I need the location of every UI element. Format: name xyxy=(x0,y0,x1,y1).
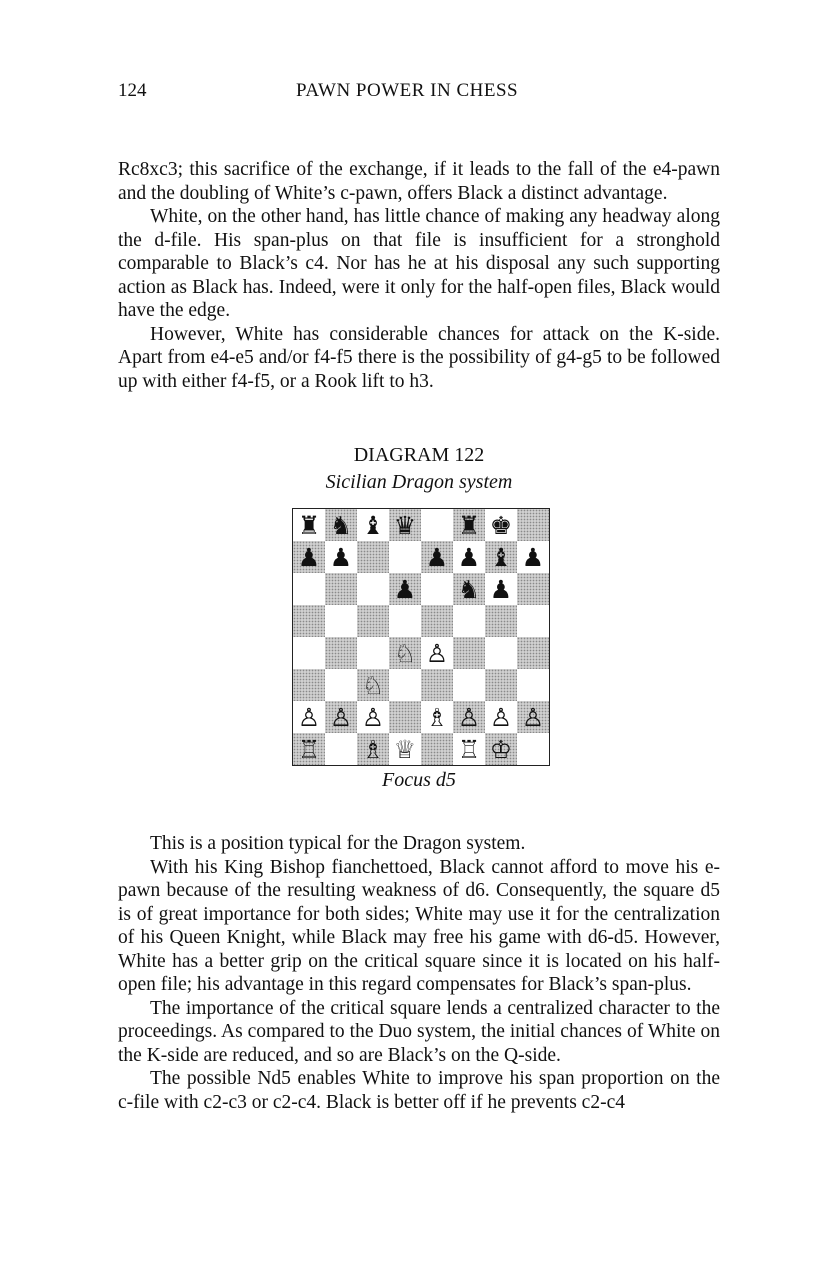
chess-piece: ♕ xyxy=(393,734,417,764)
square-h6 xyxy=(517,573,549,605)
chess-piece: ♟ xyxy=(521,542,545,572)
square-b7 xyxy=(325,541,357,573)
chess-piece: ♘ xyxy=(361,670,385,700)
square-g3 xyxy=(485,669,517,701)
square-a1 xyxy=(293,733,325,765)
paragraph: The importance of the critical square lends a centralized character to the proceedings. As compared to the Duo system, the initial chances of White on the K-side are reduced, and so are Black’s on the Q-side. xyxy=(118,997,720,1066)
diagram-subtitle: Sicilian Dragon system xyxy=(325,471,513,493)
square-c3 xyxy=(357,669,389,701)
square-d2 xyxy=(389,701,421,733)
square-d4 xyxy=(389,637,421,669)
chess-piece: ♞ xyxy=(329,510,353,540)
square-h8 xyxy=(517,509,549,541)
chess-piece: ♟ xyxy=(297,542,321,572)
square-f8 xyxy=(453,509,485,541)
square-a4 xyxy=(293,637,325,669)
body-text-bottom xyxy=(118,832,720,1114)
chess-piece: ♝ xyxy=(361,510,385,540)
chess-piece: ♙ xyxy=(297,702,321,732)
square-e8 xyxy=(421,509,453,541)
square-d5 xyxy=(389,605,421,637)
square-c6 xyxy=(357,573,389,605)
square-e6 xyxy=(421,573,453,605)
square-e4 xyxy=(421,637,453,669)
chess-piece: ♛ xyxy=(393,510,417,540)
square-c1 xyxy=(357,733,389,765)
square-d8 xyxy=(389,509,421,541)
chess-piece: ♜ xyxy=(297,510,321,540)
square-b2 xyxy=(325,701,357,733)
chess-piece: ♔ xyxy=(489,734,513,764)
square-f5 xyxy=(453,605,485,637)
chess-piece: ♙ xyxy=(329,702,353,732)
square-c8 xyxy=(357,509,389,541)
square-a8 xyxy=(293,509,325,541)
square-g7 xyxy=(485,541,517,573)
square-g4 xyxy=(485,637,517,669)
square-f3 xyxy=(453,669,485,701)
square-a3 xyxy=(293,669,325,701)
running-title: PAWN POWER IN CHESS xyxy=(296,80,519,101)
square-b3 xyxy=(325,669,357,701)
square-c4 xyxy=(357,637,389,669)
chess-piece: ♟ xyxy=(425,542,449,572)
chess-piece: ♜ xyxy=(457,510,481,540)
chess-piece: ♚ xyxy=(489,510,513,540)
chess-piece: ♟ xyxy=(393,574,417,604)
square-d6 xyxy=(389,573,421,605)
square-b1 xyxy=(325,733,357,765)
square-f6 xyxy=(453,573,485,605)
square-g2 xyxy=(485,701,517,733)
square-g8 xyxy=(485,509,517,541)
square-h4 xyxy=(517,637,549,669)
square-h3 xyxy=(517,669,549,701)
diagram-caption: Focus d5 xyxy=(382,769,456,791)
square-c7 xyxy=(357,541,389,573)
square-g1 xyxy=(485,733,517,765)
chess-piece: ♖ xyxy=(297,734,321,764)
square-e5 xyxy=(421,605,453,637)
square-e3 xyxy=(421,669,453,701)
diagram-title: DIAGRAM 122 xyxy=(353,444,485,466)
square-c2 xyxy=(357,701,389,733)
square-a2 xyxy=(293,701,325,733)
square-d3 xyxy=(389,669,421,701)
paragraph: Rc8xc3; this sacrifice of the exchange, if it leads to the fall of the e4-pawn and the doubling of White’s c-pawn, offers Black a distinct advantage. xyxy=(118,159,720,204)
chess-piece: ♙ xyxy=(457,702,481,732)
chess-piece: ♟ xyxy=(457,542,481,572)
square-g6 xyxy=(485,573,517,605)
square-a5 xyxy=(293,605,325,637)
chess-piece: ♙ xyxy=(361,702,385,732)
square-h7 xyxy=(517,541,549,573)
square-a6 xyxy=(293,573,325,605)
paragraph: However, White has considerable chances for attack on the K-side. Apart from e4-e5 and/or f4-f5 there is the possibility of g4-g5 to be followed up with either f4-f5, or a Rook lift to h3. xyxy=(118,323,720,392)
page-number: 124 xyxy=(118,80,147,101)
square-e7 xyxy=(421,541,453,573)
square-h1 xyxy=(517,733,549,765)
chess-piece: ♙ xyxy=(425,638,449,668)
paragraph: This is a position typical for the Dragon system. xyxy=(150,833,526,854)
square-b6 xyxy=(325,573,357,605)
paragraph: The possible Nd5 enables White to improve his span proportion on the c-file with c2-c3 or c2-c4. Black is better off if he prevents c2-c4 xyxy=(118,1068,720,1113)
square-b8 xyxy=(325,509,357,541)
square-f1 xyxy=(453,733,485,765)
square-a7 xyxy=(293,541,325,573)
chess-piece: ♟ xyxy=(489,574,513,604)
square-h5 xyxy=(517,605,549,637)
square-e2 xyxy=(421,701,453,733)
square-d1 xyxy=(389,733,421,765)
square-b5 xyxy=(325,605,357,637)
body-text-top xyxy=(118,158,720,393)
chess-board xyxy=(292,508,550,766)
square-c5 xyxy=(357,605,389,637)
chess-piece: ♘ xyxy=(393,638,417,668)
chess-piece: ♙ xyxy=(521,702,545,732)
square-d7 xyxy=(389,541,421,573)
square-f2 xyxy=(453,701,485,733)
paragraph: White, on the other hand, has little chance of making any headway along the d-file. His span-plus on that file is insufficient for a stronghold comparable to Black’s c4. Nor has he at his disposal any such supporting action as Black has. Indeed, were it only for the half-open files, Black would have the edge. xyxy=(118,206,720,321)
chess-piece: ♙ xyxy=(489,702,513,732)
chess-piece: ♗ xyxy=(361,734,385,764)
square-g5 xyxy=(485,605,517,637)
paragraph: With his King Bishop fianchettoed, Black cannot afford to move his e-pawn because of the resulting weakness of d6. Consequently, the square d5 is of great importance for both sides; White may use it for the centralization of his Queen Knight, while Black may free his game with d6-d5. However, White has a better grip on the critical square since it is located on his half-open file; his advantage in this regard compensates for Black’s span-plus. xyxy=(118,856,720,995)
chess-piece: ♞ xyxy=(457,574,481,604)
chess-piece: ♖ xyxy=(457,734,481,764)
square-f7 xyxy=(453,541,485,573)
chess-piece: ♟ xyxy=(329,542,353,572)
square-f4 xyxy=(453,637,485,669)
chess-piece: ♝ xyxy=(489,542,513,572)
chess-piece: ♗ xyxy=(425,702,449,732)
square-b4 xyxy=(325,637,357,669)
square-e1 xyxy=(421,733,453,765)
square-h2 xyxy=(517,701,549,733)
page-header xyxy=(118,80,718,106)
